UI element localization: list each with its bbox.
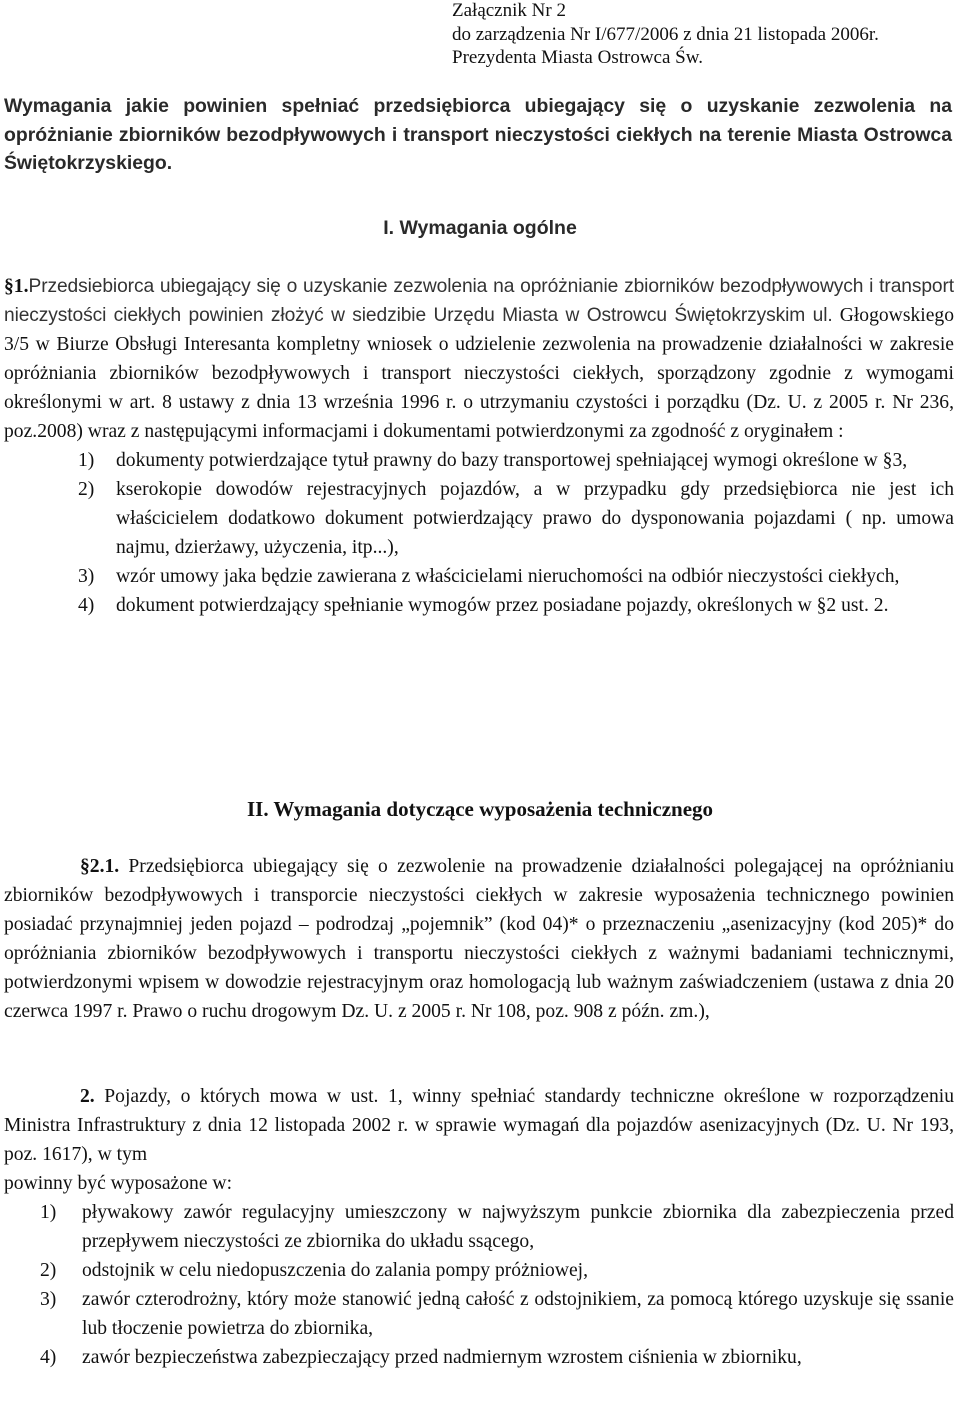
list-item-text: kserokopie dowodów rejestracyjnych pojazdów, a w przypadku gdy przedsiębiorca nie jest ich właścicielem dodatkowo dokument potwierdzający prawo do dysponowania pojazdami ( np. umowa najmu, dzierżawy, użyczenia, itp...), [116, 479, 954, 558]
paragraph-2-2-body [4, 1082, 954, 1169]
list-item [4, 1343, 954, 1372]
section-1-heading: I. Wymagania ogólne [383, 217, 577, 239]
paragraph-1-text-b: Głogowskiego 3/5 w Biurze Obsługi Interesanta kompletny wniosek o udzielenie zezwolenia na prowadzenie działalności w zakresie opróżniania zbiorników bezodpływowych i transport nieczystości ciekłych, sporządzony zgodnie z wymogami określonymi w art. 8 ustawy z dnia 13 września 1996 r. o utrzymaniu czystości i porządku (Dz. U. z 2005 r. Nr 236, poz.2008) wraz z następującymi informacjami i dokumentami potwierdzonymi za zgodność z oryginałem : [4, 305, 954, 442]
section-1-content [4, 272, 954, 620]
paragraph-mark: §2.1. [80, 856, 120, 877]
paragraph-2-2-tail: powinny być wyposażone w: [4, 1173, 233, 1194]
section-2-heading: II. Wymagania dotyczące wyposażenia technicznego [246, 797, 714, 821]
attachment-ordinance: do zarządzenia Nr I/677/2006 z dnia 21 listopada 2006r. [452, 23, 879, 45]
list-item-text: dokumenty potwierdzające tytuł prawny do bazy transportowej spełniającej wymogi określone w §3, [116, 450, 908, 471]
list-item-text: odstojnik w celu niedopuszczenia do zalania pompy próżniowej, [82, 1260, 589, 1281]
list-item-number: 1) [40, 1202, 57, 1223]
attachment-number: Załącznik Nr 2 [452, 0, 566, 21]
equipment-list [4, 1198, 954, 1372]
paragraph-1-text-a: Przedsiebiorca ubiegający się o uzyskanie zezwolenia na opróżnianie zbiorników bezodpływowych i transport nieczystości ciekłych powinien złożyć w siedzibie Urzędu Miasta w Ostrowcu Świętokrzyskim ul. [4, 276, 954, 326]
list-item-number: 3) [40, 1289, 57, 1310]
list-item [4, 1285, 954, 1343]
paragraph-2-1-text: Przedsiębiorca ubiegający się o zezwolenie na prowadzenie działalności polegającej na opróżnianiu zbiorników bezodpływowych i transporcie nieczystości ciekłych w zakresie wyposażenia technicznego powinien posiadać przynajmniej jeden pojazd – podrodzaj „pojemnik” (kod 04)* o przeznaczeniu „asenizacyjny (kod 205)* do opróżniania zbiorników bezodpływowych i transportu nieczystości ciekłych z ważnymi badaniami technicznymi, potwierdzonymi wpisem w dowodzie rejestracyjnym oraz homologacją lub ważnym zaświadczeniem (ustawa z dnia 20 czerwca 1997 r. Prawo o ruchu drogowym Dz. U. z 2005 r. Nr 108, poz. 908 z późn. zm.), [4, 856, 954, 1022]
list-item-number: 2) [78, 479, 95, 500]
list-item [4, 446, 954, 475]
list-item-number: 4) [40, 1347, 57, 1368]
attachment-header [452, 0, 879, 70]
attachment-issuer: Prezydenta Miasta Ostrowca Św. [452, 47, 703, 68]
paragraph-2-2 [4, 1082, 954, 1372]
list-item-text: pływakowy zawór regulacyjny umieszczony w najwyższym punkcie zbiornika dla zabezpieczenia przed przepływem nieczystości ze zbiornika do układu ssącego, [82, 1202, 954, 1252]
list-item-text: zawór bezpieczeństwa zabezpieczający przed nadmiernym wzrostem ciśnienia w zbiorniku, [82, 1347, 802, 1368]
required-documents-list [4, 446, 954, 620]
paragraph-2-1 [4, 852, 954, 1026]
list-item-text: dokument potwierdzający spełnianie wymogów przez posiadane pojazdy, określonych w §2 ust. 2. [116, 595, 889, 616]
paragraph-1 [4, 272, 954, 446]
paragraph-mark: 2. [80, 1086, 95, 1107]
list-item [4, 1256, 954, 1285]
list-item [4, 475, 954, 562]
paragraph-2-2-text: Pojazdy, o których mowa w ust. 1, winny spełniać standardy techniczne określone w rozporządzeniu Ministra Infrastruktury z dnia 12 listopada 2002 r. w sprawie wymagań dla pojazdów asenizacyjnych (Dz. U. Nr 193, poz. 1617), w tym [4, 1086, 954, 1165]
list-item-number: 3) [78, 566, 95, 587]
list-item [4, 1198, 954, 1256]
document-title: Wymagania jakie powinien spełniać przedsiębiorca ubiegający się o uzyskanie zezwolenia na opróżnianie zbiorników bezodpływowych i transport nieczystości ciekłych na terenie Miasta Ostrowca Świętokrzyskiego. [4, 95, 952, 174]
list-item [4, 562, 954, 591]
paragraph-mark: §1. [4, 276, 29, 297]
list-item-text: wzór umowy jaka będzie zawierana z właścicielami nieruchomości na odbiór nieczystości ciekłych, [116, 566, 900, 587]
list-item-number: 4) [78, 595, 95, 616]
list-item-number: 1) [78, 450, 95, 471]
list-item [4, 591, 954, 620]
list-item-number: 2) [40, 1260, 57, 1281]
list-item-text: zawór czterodrożny, który może stanowić jedną całość z odstojnikiem, za pomocą którego uzyskuje się ssanie lub tłoczenie powietrza do zbiornika, [82, 1289, 954, 1339]
